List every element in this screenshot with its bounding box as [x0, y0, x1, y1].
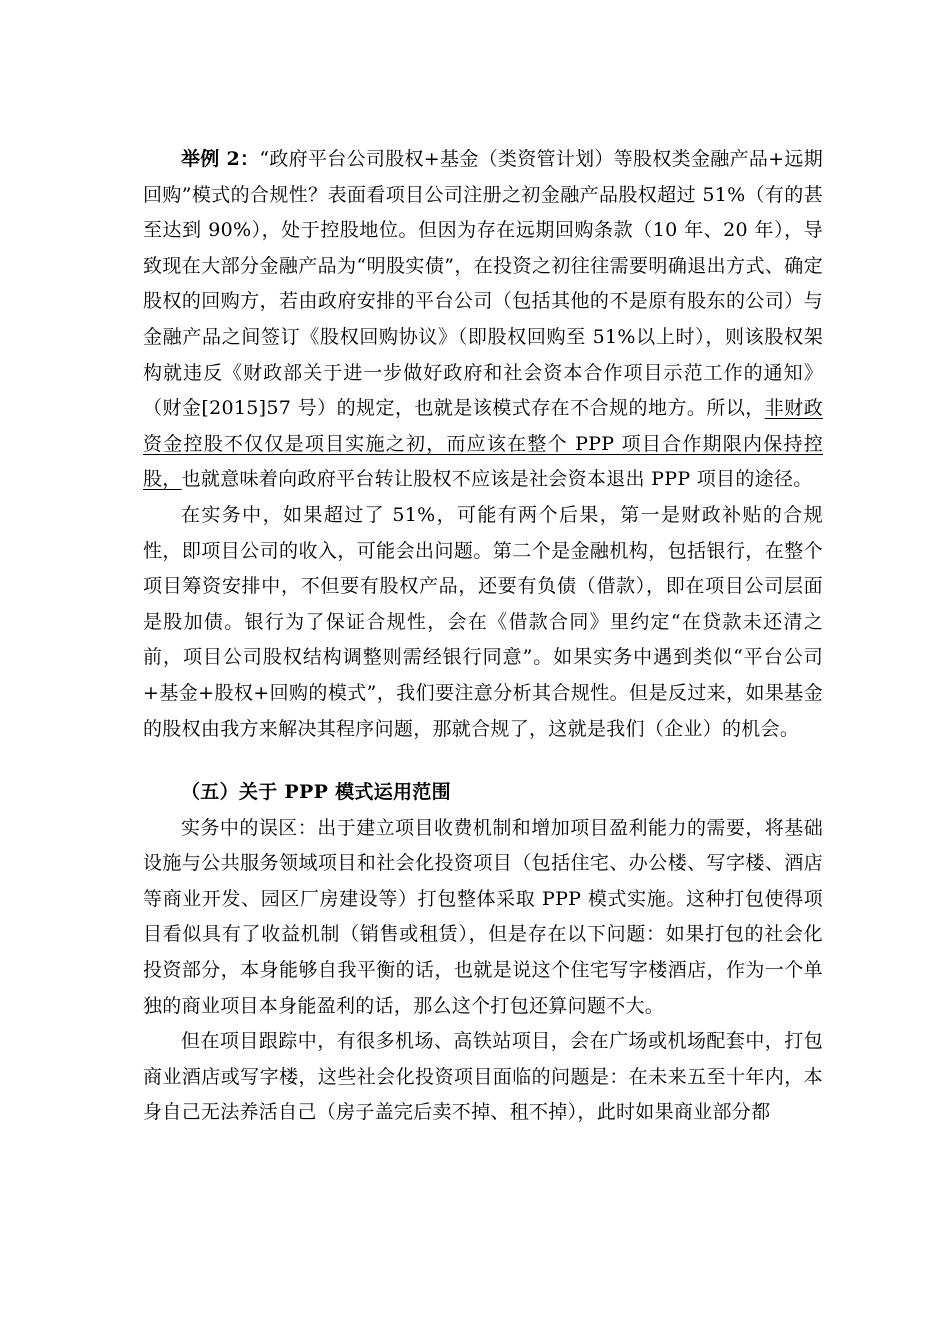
section-heading: （五）关于 PPP 模式运用范围 [181, 781, 451, 804]
example-text-b: 也就意味着向政府平台转让股权不应该是社会资本退出 PPP 项目的途径。 [181, 468, 813, 491]
paragraph-example-2 [143, 142, 823, 498]
paragraph-misconception: 实务中的误区：出于建立项目收费机制和增加项目盈利能力的需要，将基础设施与公共服务领域项目和社会化投资项目（包括住宅、办公楼、写字楼、酒店等商业开发、园区厂房建设等）打包整体采取 PPP 模式实施。这种打包使得项目看似具有了收益机制（销售或租赁），但是存在以下问题：如果打包的社会化投资部分，本身能够自我平衡的话，也就是说这个住宅写字楼酒店，作为一个单独的商业项目本身能盈利的话，那么这个打包还算问题不大。 [143, 816, 823, 1017]
underlined-statement: 非财政资金控股不仅仅是项目实施之初，而应该在整个 PPP 项目合作期限内保持控股， [143, 397, 823, 491]
example-lead: 举例 2： [181, 148, 260, 170]
paragraph-practice: 在实务中，如果超过了 51%，可能有两个后果，第一是财政补贴的合规性，即项目公司的收入，可能会出问题。第二个是金融机构，包括银行，在整个项目筹资安排中，不但要有股权产品，还要有负债（借款），即在项目公司层面是股加债。银行为了保证合规性，会在《借款合同》里约定“在贷款未还清之前，项目公司股权结构调整则需经银行同意”。如果实务中遇到类似“平台公司+基金+股权+回购的模式”，我们要注意分析其合规性。但是反过来，如果基金的股权由我方来解决其程序问题，那就合规了，这就是我们（企业）的机会。 [143, 503, 823, 740]
section-gap [143, 747, 823, 761]
example-text-a: “政府平台公司股权+基金（类资管计划）等股权类金融产品+远期回购”模式的合规性？表面看项目公司注册之初金融产品股权超过 51%（有的甚至达到 90%），处于控股地位。但因为存在远期回购条款（10 年、20 年），导致现在大部分金融产品为“明股实债”，在投资之初往往需要明确退出方式、确定股权的回购方，若由政府安排的平台公司（包括其他的不是原有股东的公司）与金融产品之间签订《股权回购协议》（即股权回购至 51%以上时），则该股权架构就违反《财政部关于进一步做好政府和社会资本合作项目示范工作的通知》（财金[2015]57 号）的规定，也就是该模式存在不合规的地方。所以， [143, 148, 823, 420]
document-body [143, 142, 823, 1131]
paragraph-tracking: 但在项目跟踪中，有很多机场、高铁站项目，会在广场或机场配套中，打包商业酒店或写字楼，这些社会化投资项目面临的问题是：在未来五至十年内，本身自己无法养活自己（房子盖完后卖不掉、租不掉），此时如果商业部分都 [143, 1030, 823, 1124]
